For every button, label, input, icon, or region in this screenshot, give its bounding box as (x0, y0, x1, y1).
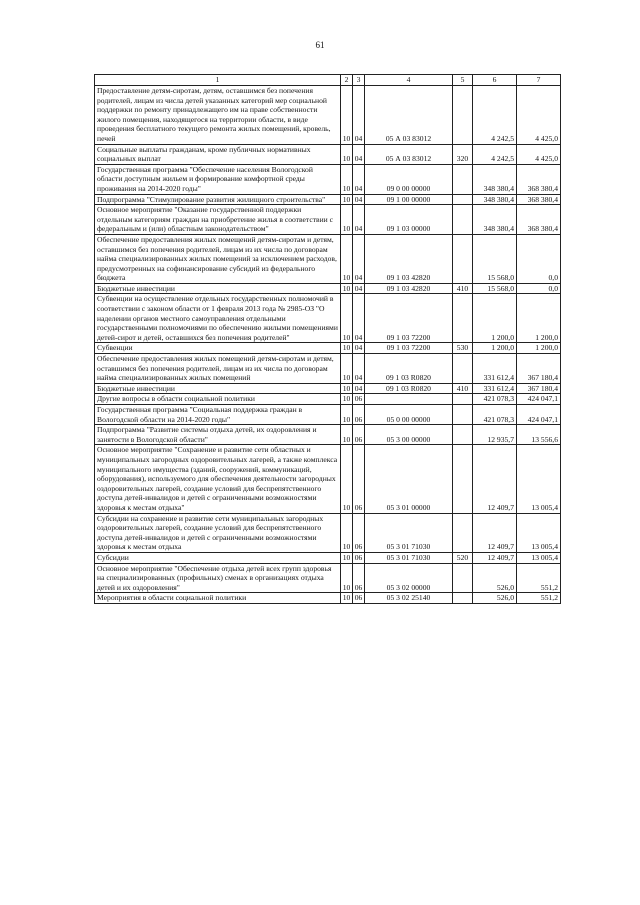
table-row (95, 283, 561, 294)
amount-year-1: 15 568,0 (473, 283, 517, 294)
target-article-code: 05 3 01 71030 (365, 552, 453, 563)
table-row (95, 343, 561, 354)
subsection-code: 04 (353, 354, 365, 384)
row-description: Подпрограмма "Развитие системы отдыха детей, их оздоровления и занятости в Вологодской области" (95, 425, 341, 445)
section-code: 10 (341, 563, 353, 593)
target-article-code (365, 394, 453, 405)
expense-type-code: 520 (453, 552, 473, 563)
section-code: 10 (341, 445, 353, 513)
subsection-code: 06 (353, 593, 365, 604)
table-row (95, 445, 561, 513)
table-row (95, 86, 561, 145)
table-row (95, 164, 561, 194)
expense-type-code (453, 205, 473, 235)
row-description: Основное мероприятие "Обеспечение отдыха детей всех групп здоровья на специализированных (профильных) сменах в организациях отдыха детей и их оздоровления" (95, 563, 341, 593)
amount-year-2: 4 425,0 (517, 86, 561, 145)
amount-year-1: 1 200,0 (473, 294, 517, 343)
section-code: 10 (341, 394, 353, 405)
amount-year-2: 551,2 (517, 563, 561, 593)
row-description: Социальные выплаты гражданам, кроме публичных нормативных социальных выплат (95, 144, 341, 164)
subsection-code: 06 (353, 394, 365, 405)
subsection-code: 04 (353, 283, 365, 294)
table-row (95, 405, 561, 425)
header-cell: 3 (353, 75, 365, 86)
amount-year-2: 0,0 (517, 234, 561, 283)
subsection-code: 06 (353, 425, 365, 445)
subsection-code: 04 (353, 234, 365, 283)
row-description: Субвенции (95, 343, 341, 354)
amount-year-2: 13 556,6 (517, 425, 561, 445)
table-row (95, 383, 561, 394)
amount-year-1: 12 409,7 (473, 513, 517, 552)
amount-year-1: 12 409,7 (473, 445, 517, 513)
subsection-code: 06 (353, 513, 365, 552)
target-article-code: 05 3 01 00000 (365, 445, 453, 513)
section-code: 10 (341, 234, 353, 283)
amount-year-1: 526,0 (473, 563, 517, 593)
table-row (95, 354, 561, 384)
table-row (95, 513, 561, 552)
section-code: 10 (341, 552, 353, 563)
header-cell: 7 (517, 75, 561, 86)
row-description: Основное мероприятие "Сохранение и развитие сети областных и муниципальных загородных оздоровительных лагерей, а также комплекса муниципального имущества (зданий, сооружений, коммуникаций, оборудования), используемого для обеспечения деятельности загородных оздоровительных лагерей, создание условий для беспрепятственного доступа детей-инвалидов и детей с ограниченными возможностями здоровья к местам отдыха" (95, 445, 341, 513)
expense-type-code (453, 563, 473, 593)
header-cell: 5 (453, 75, 473, 86)
amount-year-2: 13 005,4 (517, 552, 561, 563)
target-article-code: 09 1 03 72200 (365, 343, 453, 354)
amount-year-1: 526,0 (473, 593, 517, 604)
subsection-code: 04 (353, 383, 365, 394)
amount-year-2: 424 047,1 (517, 405, 561, 425)
amount-year-1: 331 612,4 (473, 383, 517, 394)
amount-year-2: 424 047,1 (517, 394, 561, 405)
target-article-code: 09 1 03 72200 (365, 294, 453, 343)
amount-year-2: 368 380,4 (517, 194, 561, 205)
section-code: 10 (341, 144, 353, 164)
target-article-code: 09 1 03 R0820 (365, 354, 453, 384)
row-description: Другие вопросы в области социальной политики (95, 394, 341, 405)
expense-type-code: 410 (453, 283, 473, 294)
target-article-code: 05 0 00 00000 (365, 405, 453, 425)
section-code: 10 (341, 294, 353, 343)
row-description: Государственная программа "Социальная поддержка граждан в Вологодской области на 2014-2020 годы" (95, 405, 341, 425)
amount-year-2: 367 180,4 (517, 383, 561, 394)
row-description: Субсидии на сохранение и развитие сети муниципальных загородных оздоровительных лагерей, создание условий для беспрепятственного доступа детей-инвалидов и детей с ограниченными возможностями здоровья к местам отдыха (95, 513, 341, 552)
row-description: Обеспечение предоставления жилых помещений детям-сиротам и детям, оставшимся без попечения родителей, лицам из их числа по договорам найма специализированных жилых помещений за исключением расходов, предусмотренных на софинансирование субсидий из федерального бюджета (95, 234, 341, 283)
subsection-code: 04 (353, 343, 365, 354)
amount-year-1: 15 568,0 (473, 234, 517, 283)
expense-type-code (453, 294, 473, 343)
subsection-code: 04 (353, 144, 365, 164)
target-article-code: 05 А 03 83012 (365, 144, 453, 164)
section-code: 10 (341, 405, 353, 425)
row-description: Мероприятия в области социальной политики (95, 593, 341, 604)
table-row (95, 194, 561, 205)
section-code: 10 (341, 593, 353, 604)
expense-type-code (453, 394, 473, 405)
amount-year-1: 348 380,4 (473, 164, 517, 194)
amount-year-2: 551,2 (517, 593, 561, 604)
header-cell: 4 (365, 75, 453, 86)
row-description: Основное мероприятие "Оказание государственной поддержки отдельным категориям граждан на приобретение жилья в соответствии с федеральным и (или) областным законодательством" (95, 205, 341, 235)
table-row (95, 593, 561, 604)
section-code: 10 (341, 513, 353, 552)
expense-type-code (453, 164, 473, 194)
amount-year-1: 4 242,5 (473, 86, 517, 145)
expense-type-code (453, 354, 473, 384)
header-cell: 6 (473, 75, 517, 86)
section-code: 10 (341, 343, 353, 354)
expense-type-code (453, 86, 473, 145)
table-row (95, 552, 561, 563)
table-row (95, 563, 561, 593)
amount-year-1: 348 380,4 (473, 205, 517, 235)
section-code: 10 (341, 194, 353, 205)
section-code: 10 (341, 164, 353, 194)
row-description: Предоставление детям-сиротам, детям, оставшимся без попечения родителей, лицам из числа детей указанных категорий мер социальной поддержки по ремонту принадлежащего им на праве собственности жилого помещения, находящегося на территории области, в виде проведения бесплатного текущего ремонта жилых помещений, кровель, печей (95, 86, 341, 145)
table-row (95, 425, 561, 445)
header-cell: 1 (95, 75, 341, 86)
expense-type-code: 530 (453, 343, 473, 354)
row-description: Государственная программа "Обеспечение населения Вологодской области доступным жильем и формирование комфортной среды проживания на 2014-2020 годы" (95, 164, 341, 194)
amount-year-2: 0,0 (517, 283, 561, 294)
subsection-code: 06 (353, 552, 365, 563)
table-row (95, 144, 561, 164)
expense-type-code: 320 (453, 144, 473, 164)
target-article-code: 05 3 00 00000 (365, 425, 453, 445)
amount-year-1: 12 409,7 (473, 552, 517, 563)
section-code: 10 (341, 86, 353, 145)
amount-year-2: 368 380,4 (517, 164, 561, 194)
table-row (95, 394, 561, 405)
expense-type-code (453, 405, 473, 425)
subsection-code: 04 (353, 205, 365, 235)
target-article-code: 09 1 03 42820 (365, 234, 453, 283)
amount-year-1: 1 200,0 (473, 343, 517, 354)
target-article-code: 05 3 02 00000 (365, 563, 453, 593)
subsection-code: 04 (353, 194, 365, 205)
amount-year-2: 13 005,4 (517, 445, 561, 513)
target-article-code: 05 А 03 83012 (365, 86, 453, 145)
expense-type-code: 410 (453, 383, 473, 394)
section-code: 10 (341, 283, 353, 294)
target-article-code: 05 3 01 71030 (365, 513, 453, 552)
target-article-code: 09 1 03 R0820 (365, 383, 453, 394)
amount-year-1: 348 380,4 (473, 194, 517, 205)
section-code: 10 (341, 425, 353, 445)
expense-type-code (453, 194, 473, 205)
amount-year-1: 421 078,3 (473, 405, 517, 425)
table-row (95, 205, 561, 235)
section-code: 10 (341, 354, 353, 384)
subsection-code: 04 (353, 86, 365, 145)
subsection-code: 04 (353, 294, 365, 343)
amount-year-1: 12 935,7 (473, 425, 517, 445)
amount-year-2: 1 200,0 (517, 343, 561, 354)
row-description: Подпрограмма "Стимулирование развития жилищного строительства" (95, 194, 341, 205)
page-number: 61 (315, 40, 325, 50)
header-cell: 2 (341, 75, 353, 86)
subsection-code: 04 (353, 164, 365, 194)
row-description: Субсидии (95, 552, 341, 563)
expense-type-code (453, 513, 473, 552)
subsection-code: 06 (353, 405, 365, 425)
expense-type-code (453, 425, 473, 445)
amount-year-1: 331 612,4 (473, 354, 517, 384)
target-article-code: 09 0 00 00000 (365, 164, 453, 194)
amount-year-2: 13 005,4 (517, 513, 561, 552)
amount-year-2: 4 425,0 (517, 144, 561, 164)
expense-type-code (453, 234, 473, 283)
target-article-code: 09 1 00 00000 (365, 194, 453, 205)
target-article-code: 05 3 02 25140 (365, 593, 453, 604)
row-description: Обеспечение предоставления жилых помещений детям-сиротам и детям, оставшимся без попечения родителей, лицам из их числа по договорам найма специализированных жилых помещений (95, 354, 341, 384)
subsection-code: 06 (353, 445, 365, 513)
expense-type-code (453, 593, 473, 604)
row-description: Субвенции на осуществление отдельных государственных полномочий в соответствии с законом области от 1 февраля 2013 года № 2985-ОЗ "О наделении органов местного самоуправления отдельными государственными полномочиями по обеспечению жилыми помещениями детей-сирот и детей, оставшихся без попечения родителей" (95, 294, 341, 343)
amount-year-1: 4 242,5 (473, 144, 517, 164)
row-description: Бюджетные инвестиции (95, 383, 341, 394)
budget-table (94, 74, 561, 604)
row-description: Бюджетные инвестиции (95, 283, 341, 294)
section-code: 10 (341, 205, 353, 235)
table-header-row (95, 75, 561, 86)
amount-year-2: 368 380,4 (517, 205, 561, 235)
table-row (95, 234, 561, 283)
amount-year-2: 367 180,4 (517, 354, 561, 384)
amount-year-2: 1 200,0 (517, 294, 561, 343)
subsection-code: 06 (353, 563, 365, 593)
amount-year-1: 421 078,3 (473, 394, 517, 405)
target-article-code: 09 1 03 42820 (365, 283, 453, 294)
table-row (95, 294, 561, 343)
section-code: 10 (341, 383, 353, 394)
target-article-code: 09 1 03 00000 (365, 205, 453, 235)
expense-type-code (453, 445, 473, 513)
